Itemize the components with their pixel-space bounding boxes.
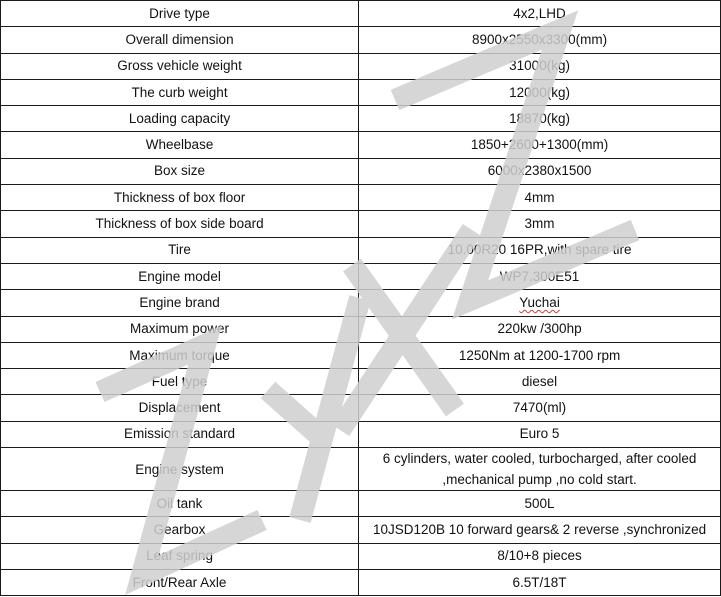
spec-value: 3mm: [359, 211, 721, 237]
spec-value: 8/10+8 pieces: [359, 543, 721, 569]
table-row: [1, 316, 721, 342]
spec-label: Engine system: [1, 448, 359, 491]
spec-value: 1250Nm at 1200-1700 rpm: [359, 342, 721, 368]
spec-value: 220kw /300hp: [359, 316, 721, 342]
spec-label: Displacement: [1, 395, 359, 421]
spec-value: 500L: [359, 491, 721, 517]
table-row: [1, 53, 721, 79]
table-row: [1, 79, 721, 105]
spec-label: Gross vehicle weight: [1, 53, 359, 79]
spec-label: Gearbox: [1, 517, 359, 543]
table-row: [1, 185, 721, 211]
spec-value: 6000x2380x1500: [359, 158, 721, 184]
spec-value: 7470(ml): [359, 395, 721, 421]
spec-label: Thickness of box floor: [1, 185, 359, 211]
spec-value: 1850+2600+1300(mm): [359, 132, 721, 158]
table-row: [1, 132, 721, 158]
table-row: [1, 342, 721, 368]
table-row: [1, 263, 721, 289]
spec-value: 12000(kg): [359, 79, 721, 105]
table-row: [1, 369, 721, 395]
spec-value: 6.5T/18T: [359, 569, 721, 595]
spec-value: 31000(kg): [359, 53, 721, 79]
spec-value: 10JSD120B 10 forward gears& 2 reverse ,synchronized: [359, 517, 721, 543]
table-row: [1, 1, 721, 27]
spec-value: 6 cylinders, water cooled, turbocharged, after cooled ,mechanical pump ,no cold start.: [359, 448, 721, 491]
table-row: [1, 158, 721, 184]
table-row: [1, 448, 721, 491]
table-row: [1, 106, 721, 132]
spec-label: The curb weight: [1, 79, 359, 105]
spec-label: Overall dimension: [1, 27, 359, 53]
table-row: [1, 569, 721, 595]
spec-value: diesel: [359, 369, 721, 395]
spec-label: Wheelbase: [1, 132, 359, 158]
table-row: [1, 211, 721, 237]
spec-label: Maximum power: [1, 316, 359, 342]
table-row: [1, 421, 721, 447]
spec-label: Loading capacity: [1, 106, 359, 132]
spec-value: [359, 290, 721, 316]
spec-label: Box size: [1, 158, 359, 184]
spec-value: 10.00R20 16PR,with spare tire: [359, 237, 721, 263]
spec-label: Emission standard: [1, 421, 359, 447]
spec-label: Engine model: [1, 263, 359, 289]
spec-label: Fuel type: [1, 369, 359, 395]
spec-value: 18870(kg): [359, 106, 721, 132]
table-row: [1, 290, 721, 316]
spec-label: Engine brand: [1, 290, 359, 316]
spec-value: 4x2,LHD: [359, 1, 721, 27]
spec-label: Thickness of box side board: [1, 211, 359, 237]
table-row: [1, 491, 721, 517]
table-row: [1, 395, 721, 421]
spec-label: Front/Rear Axle: [1, 569, 359, 595]
spec-label: Tire: [1, 237, 359, 263]
spec-value: Euro 5: [359, 421, 721, 447]
spec-value: 4mm: [359, 185, 721, 211]
spec-value: 8900x2550x3300(mm): [359, 27, 721, 53]
spec-label: Leaf spring: [1, 543, 359, 569]
spec-label: Oil tank: [1, 491, 359, 517]
table-row: [1, 543, 721, 569]
spec-label: Maximum torque: [1, 342, 359, 368]
table-row: [1, 517, 721, 543]
spellcheck-underlined-value: Yuchai: [519, 294, 560, 310]
spec-label: Drive type: [1, 1, 359, 27]
table-row: [1, 27, 721, 53]
spec-value: WP7.300E51: [359, 263, 721, 289]
table-row: [1, 237, 721, 263]
